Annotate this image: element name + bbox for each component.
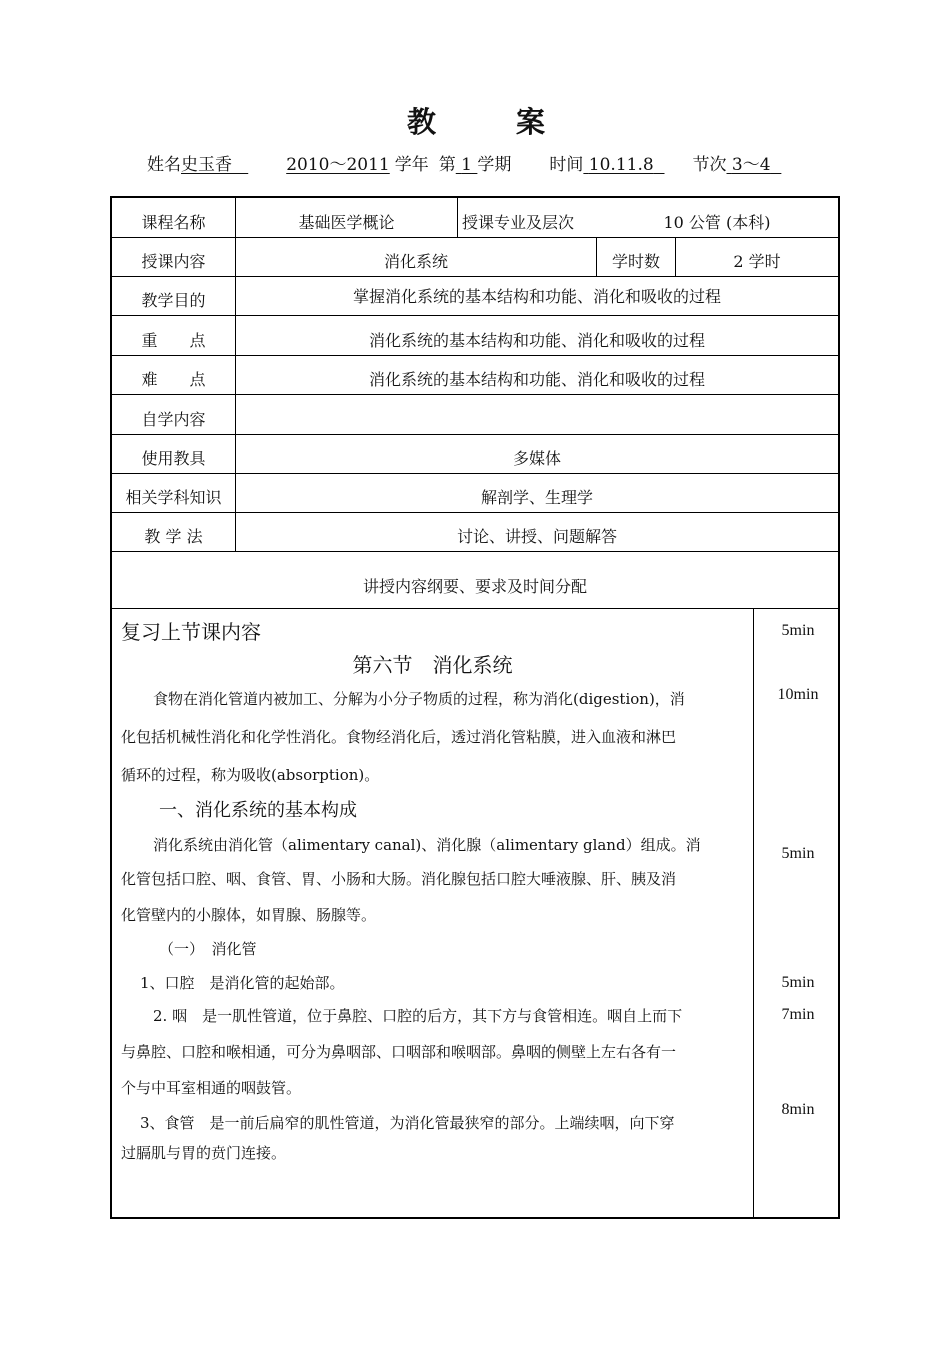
time-pharynx: 7min	[781, 1006, 815, 1023]
goal-label: 教学目的	[141, 291, 206, 310]
heading-basic-structure: 一、消化系统的基本构成	[159, 800, 357, 821]
title-right: 案	[516, 105, 546, 139]
outline-label: 讲授内容纲要、要求及时间分配	[362, 577, 587, 596]
para2-line3: 化管壁内的小腺体，如胃腺、肠腺等。	[121, 906, 377, 924]
hours-value: 2 学时	[733, 252, 781, 271]
course-name-label: 课程名称	[141, 213, 206, 232]
time-review: 5min	[781, 622, 815, 639]
time-label: 时间	[549, 155, 584, 175]
term-label: 学期	[477, 155, 512, 175]
item-pharynx-line2: 与鼻腔、口腔和喉相通，可分为鼻咽部、口咽部和喉咽部。鼻咽的侧壁上左右各有一	[121, 1043, 677, 1061]
major-label: 授课专业及层次	[461, 213, 574, 232]
related-value: 解剖学、生理学	[480, 488, 593, 507]
title-left: 教	[406, 105, 436, 139]
key-value: 消化系统的基本结构和功能、消化和吸收的过程	[368, 331, 705, 350]
content-value: 消化系统	[383, 252, 448, 271]
lesson-plan-table	[110, 196, 840, 1219]
time-intro: 10min	[777, 686, 819, 703]
item-esophagus-line1: 3、食管 是一前后扁窄的肌性管道，为消化管最狭窄的部分。上端续咽，向下穿	[140, 1114, 675, 1132]
time-structure: 5min	[781, 845, 815, 862]
name-value: 史玉香	[181, 155, 232, 175]
subheading-digestive-tract: （一） 消化管	[159, 940, 257, 958]
item-pharynx-line3: 个与中耳室相通的咽鼓管。	[121, 1079, 302, 1097]
section-title: 第六节 消化系统	[352, 653, 513, 677]
para2-line2: 化管包括口腔、咽、食管、胃、小肠和大肠。消化腺包括口腔大唾液腺、肝、胰及消	[121, 870, 677, 888]
related-label: 相关学科知识	[125, 488, 222, 507]
item-esophagus-line2: 过膈肌与胃的贲门连接。	[121, 1144, 287, 1162]
time-esophagus: 8min	[781, 1101, 815, 1118]
method-label: 教 学 法	[144, 527, 203, 546]
para1-line2: 化包括机械性消化和化学性消化。食物经消化后，透过消化管粘膜，进入血液和淋巴	[121, 728, 677, 746]
term-value: 1	[461, 155, 472, 175]
difficulty-label: 难 点	[141, 370, 206, 389]
selfstudy-label: 自学内容	[141, 410, 206, 429]
year-value: 2010～2011	[286, 155, 390, 175]
para1-line1: 食物在消化管道内被加工、分解为小分子物质的过程，称为消化(digestion)，消	[153, 690, 685, 708]
major-value: 10 公管 (本科)	[663, 213, 771, 232]
session-label: 节次	[692, 155, 727, 175]
para2-line1: 消化系统由消化管（alimentary canal)、消化腺（alimentary gland）组成。消	[153, 836, 701, 854]
tools-label: 使用教具	[141, 449, 206, 468]
header-meta	[147, 150, 781, 175]
term-prefix: 第	[438, 155, 456, 175]
key-label: 重 点	[141, 331, 206, 350]
name-label: 姓名	[147, 155, 181, 175]
time-value: 10.11.8	[588, 155, 654, 175]
page-title	[0, 100, 952, 141]
time-oral: 5min	[781, 974, 815, 991]
item-oral-cavity: 1、口腔 是消化管的起始部。	[140, 974, 345, 992]
difficulty-value: 消化系统的基本结构和功能、消化和吸收的过程	[368, 370, 705, 389]
para1-line3: 循环的过程，称为吸收(absorption)。	[121, 766, 380, 784]
item-pharynx-line1: 2. 咽 是一肌性管道，位于鼻腔、口腔的后方，其下方与食管相连。咽自上而下	[153, 1007, 683, 1025]
hours-label: 学时数	[611, 252, 660, 271]
session-value: 3～4	[731, 155, 771, 175]
goal-value: 掌握消化系统的基本结构和功能、消化和吸收的过程	[352, 287, 721, 306]
course-name-value: 基础医学概论	[298, 213, 395, 232]
tools-value: 多媒体	[512, 449, 561, 468]
method-value: 讨论、讲授、问题解答	[456, 527, 617, 546]
year-label: 学年	[394, 155, 429, 175]
content-label: 授课内容	[141, 252, 206, 271]
review-heading: 复习上节课内容	[121, 620, 261, 644]
